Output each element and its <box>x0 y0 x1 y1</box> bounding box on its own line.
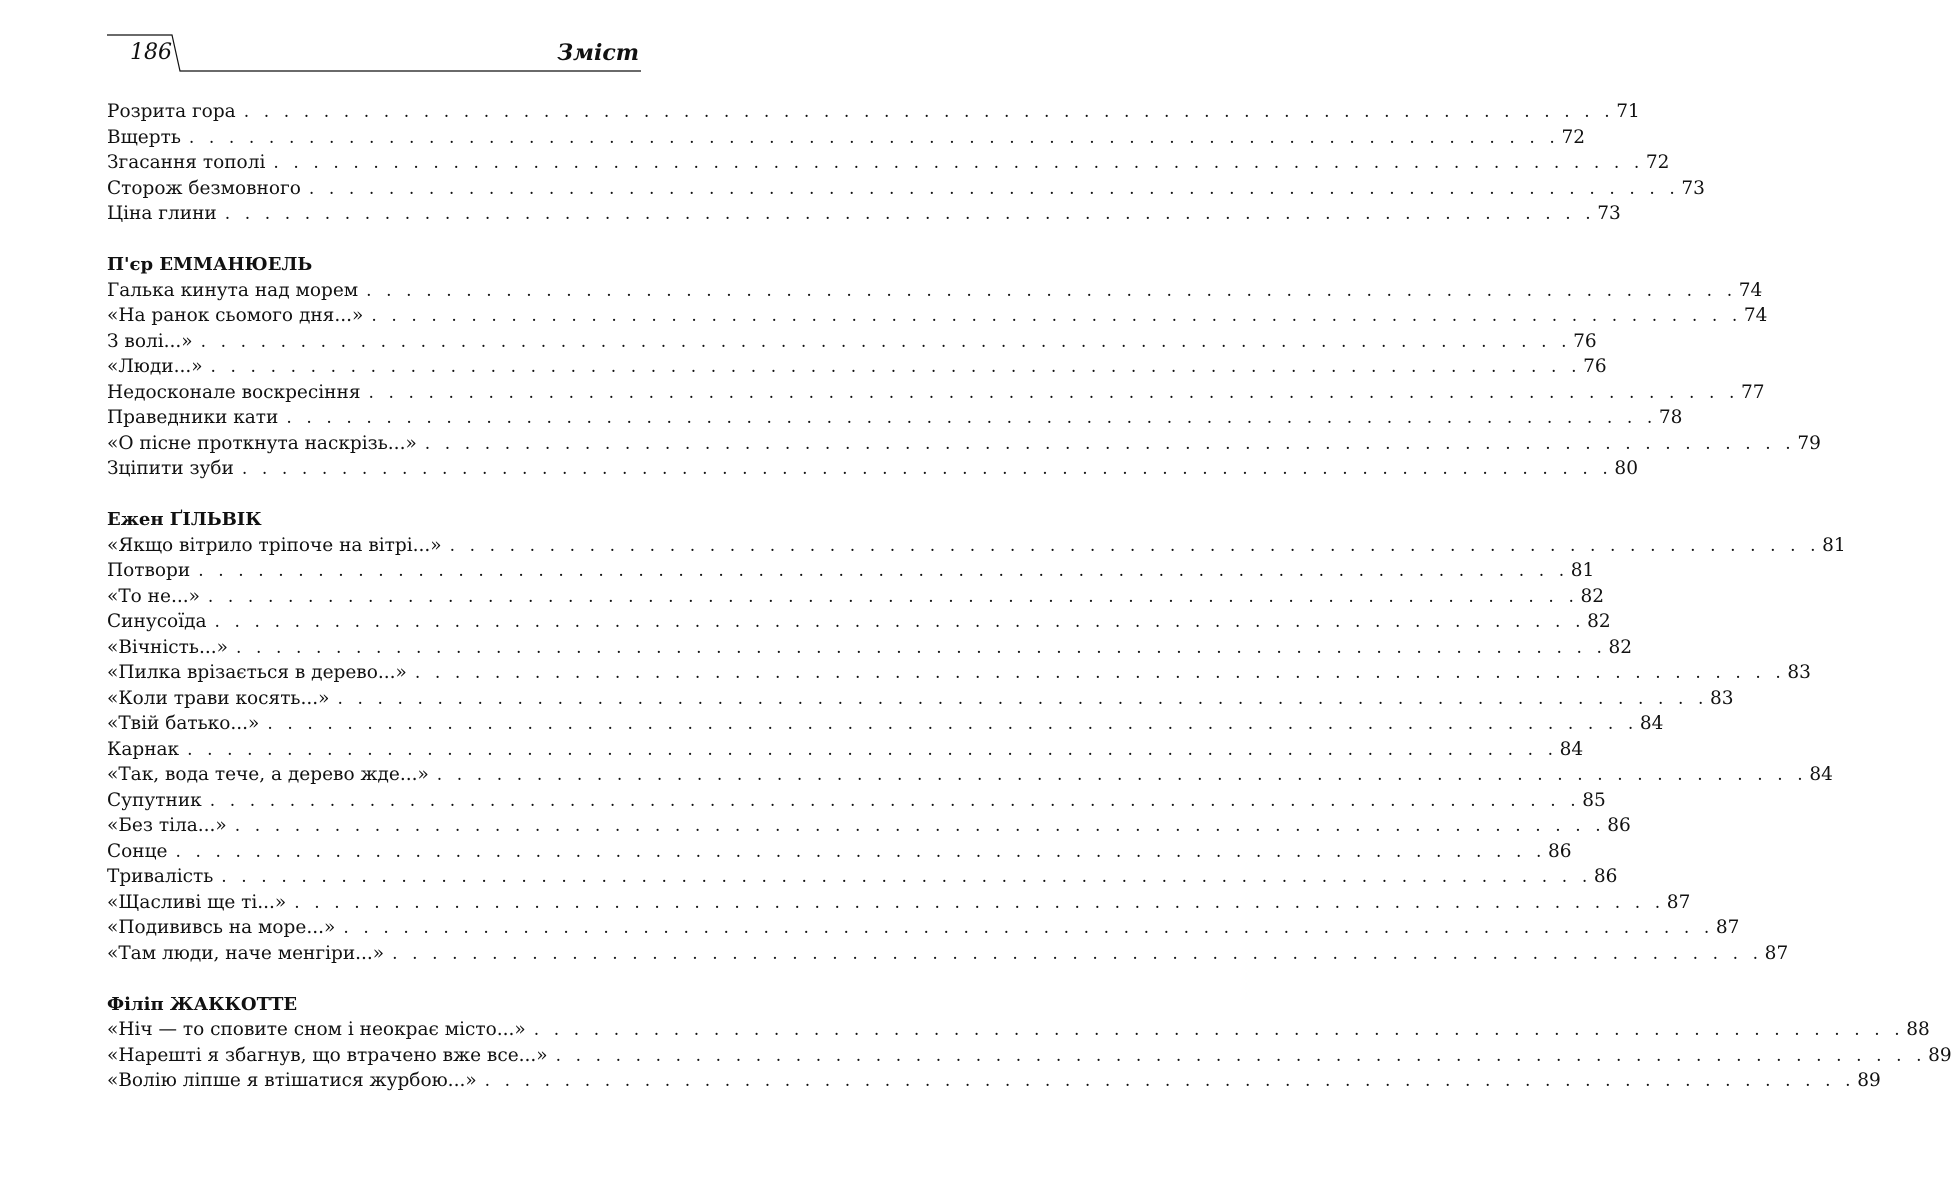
dot-leader: . . . . . . . . . . . . . . . . . . . . . . . . . . . . . . . . . . . . . . . . . . . . . . . . . . . . . . . . . . . . . . . . . . . . . <box>210 357 1582 377</box>
toc-entry-page: 74 <box>1743 305 1768 326</box>
dot-leader: . . . . . . . . . . . . . . . . . . . . . . . . . . . . . . . . . . . . . . . . . . . . . . . . . . . . . . . . . . . . . . . . . . . . . <box>214 612 1586 632</box>
toc-entry-page: 82 <box>1587 611 1611 632</box>
toc-entry-title: Сонце <box>107 840 168 862</box>
toc-entry-page: 83 <box>1710 687 1734 709</box>
dot-leader: . . . . . . . . . . . . . . . . . . . . . . . . . . . . . . . . . . . . . . . . . . . . . . . . . . . . . . . . . . . . . . . . . . . . . <box>424 433 1796 454</box>
toc-entry-title: Тривалість <box>107 866 214 887</box>
toc-entry-title: Згасання тополі <box>107 152 266 173</box>
toc-entry-title: «Подививсь на море...» <box>107 917 336 938</box>
dot-leader: . . . . . . . . . . . . . . . . . . . . . . . . . . . . . . . . . . . . . . . . . . . . . . . . . . . . . . . . . . . . . . . . . . . . . <box>371 306 1742 326</box>
toc-entry-title: «Коли трави косять...» <box>107 687 330 709</box>
toc-entry <box>107 839 1572 865</box>
toc-entry <box>107 635 1633 661</box>
toc-section <box>107 99 1705 227</box>
toc-entry-page: 86 <box>1548 840 1572 862</box>
toc-entry-page: 84 <box>1559 738 1584 760</box>
dot-leader: . . . . . . . . . . . . . . . . . . . . . . . . . . . . . . . . . . . . . . . . . . . . . . . . . . . . . . . . . . . . . . . . . . . . . <box>243 102 1615 122</box>
toc-entry <box>107 405 1683 431</box>
toc-entry <box>107 354 1607 380</box>
toc-entry-page: 86 <box>1607 815 1631 836</box>
author-heading: Філіп ЖАККОТТЕ <box>107 993 298 1015</box>
toc-entry-title: Праведники кати <box>107 407 279 428</box>
toc-entry-page: 80 <box>1614 458 1638 479</box>
toc-entry-page: 88 <box>1906 1019 1930 1040</box>
dot-leader: . . . . . . . . . . . . . . . . . . . . . . . . . . . . . . . . . . . . . . . . . . . . . . . . . . . . . . . . . . . . . . . . . . . . . <box>484 1071 1856 1091</box>
toc-entry <box>107 584 1604 610</box>
dot-leader: . . . . . . . . . . . . . . . . . . . . . . . . . . . . . . . . . . . . . . . . . . . . . . . . . . . . . . . . . . . . . . . . . . . . . <box>267 714 1638 734</box>
dot-leader: . . . . . . . . . . . . . . . . . . . . . . . . . . . . . . . . . . . . . . . . . . . . . . . . . . . . . . . . . . . . . . . . . . . . . <box>337 688 1709 709</box>
toc-entry <box>107 533 1846 559</box>
toc-entry <box>107 176 1705 202</box>
toc-entry <box>107 762 1833 788</box>
toc-entry <box>107 1068 1881 1094</box>
toc-entry-title: Ціна глини <box>107 203 217 224</box>
dot-leader: . . . . . . . . . . . . . . . . . . . . . . . . . . . . . . . . . . . . . . . . . . . . . . . . . . . . . . . . . . . . . . . . . . . . . <box>200 331 1572 352</box>
running-title: Зміст <box>557 40 639 66</box>
toc-entry <box>107 380 1765 406</box>
toc-entry-page: 73 <box>1681 177 1705 199</box>
toc-entry-page: 81 <box>1570 560 1595 581</box>
toc-entry <box>107 558 1595 584</box>
toc-entry <box>107 864 1618 890</box>
toc-entry <box>107 941 1789 967</box>
toc-entry <box>107 915 1740 941</box>
toc-entry-page: 84 <box>1809 764 1833 785</box>
toc-entry-title: «Ніч — то сповите сном і неокрає місто...» <box>107 1019 526 1040</box>
toc-entry <box>107 660 1811 686</box>
toc-entry-page: 77 <box>1741 381 1765 403</box>
toc-entry <box>107 813 1631 839</box>
toc-section <box>107 252 1821 482</box>
running-header <box>0 0 769 80</box>
toc-entry-page: 72 <box>1645 152 1670 173</box>
toc-entry <box>107 99 1640 125</box>
dot-leader: . . . . . . . . . . . . . . . . . . . . . . . . . . . . . . . . . . . . . . . . . . . . . . . . . . . . . . . . . . . . . . . . . . . . . <box>207 586 1579 607</box>
toc-entry-page: 72 <box>1561 126 1585 148</box>
toc-entry <box>107 788 1606 814</box>
toc-entry-title: «То не...» <box>107 585 200 607</box>
toc-entry-title: «Волію ліпше я втішатися журбою...» <box>107 1070 477 1091</box>
toc-entry-title: Супутник <box>107 789 202 811</box>
toc-entry <box>107 456 1638 482</box>
toc-entry <box>107 329 1597 355</box>
toc-entry-page: 87 <box>1666 891 1691 913</box>
toc-entry-title: «Пилка врізається в дерево...» <box>107 662 407 683</box>
toc-entry-page: 76 <box>1573 330 1597 352</box>
toc-entry <box>107 201 1621 227</box>
toc-entry-page: 84 <box>1639 713 1664 734</box>
dot-leader: . . . . . . . . . . . . . . . . . . . . . . . . . . . . . . . . . . . . . . . . . . . . . . . . . . . . . . . . . . . . . . . . . . . . . <box>235 637 1607 658</box>
toc-entry-page: 71 <box>1616 101 1640 122</box>
dot-leader: . . . . . . . . . . . . . . . . . . . . . . . . . . . . . . . . . . . . . . . . . . . . . . . . . . . . . . . . . . . . . . . . . . . . . <box>198 561 1569 581</box>
dot-leader: . . . . . . . . . . . . . . . . . . . . . . . . . . . . . . . . . . . . . . . . . . . . . . . . . . . . . . . . . . . . . . . . . . . . . <box>555 1045 1927 1066</box>
toc-entry <box>107 609 1611 635</box>
toc-entry-title: «Нарешті я збагнув, що втрачено вже все...» <box>107 1044 548 1066</box>
toc-entry-title: «Без тіла...» <box>107 815 227 836</box>
toc-entry-title: Потвори <box>107 560 191 581</box>
dot-leader: . . . . . . . . . . . . . . . . . . . . . . . . . . . . . . . . . . . . . . . . . . . . . . . . . . . . . . . . . . . . . . . . . . . . . <box>533 1020 1905 1040</box>
toc-entry-title: «Твій батько...» <box>107 713 260 734</box>
toc-entry-title: «Якщо вітрило тріпоче на вітрі...» <box>107 534 442 556</box>
toc-entry-page: 85 <box>1582 789 1606 811</box>
toc-entry <box>107 431 1821 457</box>
toc-entry-page: 87 <box>1764 942 1789 964</box>
author-heading: Ежен ҐІЛЬВІК <box>107 509 262 530</box>
toc-entry-title: «О пісне проткнута наскрізь...» <box>107 432 417 454</box>
toc-entry-title: Недосконале воскресіння <box>107 381 361 403</box>
dot-leader: . . . . . . . . . . . . . . . . . . . . . . . . . . . . . . . . . . . . . . . . . . . . . . . . . . . . . . . . . . . . . . . . . . . . . <box>366 280 1737 301</box>
dot-leader: . . . . . . . . . . . . . . . . . . . . . . . . . . . . . . . . . . . . . . . . . . . . . . . . . . . . . . . . . . . . . . . . . . . . . <box>368 382 1740 403</box>
toc-entry-page: 79 <box>1797 432 1821 454</box>
toc-entry <box>107 125 1585 151</box>
toc-entry <box>107 278 1763 304</box>
toc-entry-page: 86 <box>1593 866 1618 887</box>
dot-leader: . . . . . . . . . . . . . . . . . . . . . . . . . . . . . . . . . . . . . . . . . . . . . . . . . . . . . . . . . . . . . . . . . . . . . <box>241 459 1613 479</box>
dot-leader: . . . . . . . . . . . . . . . . . . . . . . . . . . . . . . . . . . . . . . . . . . . . . . . . . . . . . . . . . . . . . . . . . . . . . <box>308 178 1680 199</box>
toc-entry-page: 89 <box>1857 1070 1881 1091</box>
toc-entry <box>107 303 1768 329</box>
toc-entry-page: 74 <box>1738 279 1763 301</box>
toc-entry-title: Карнак <box>107 738 180 760</box>
toc-entry-title: Синусоїда <box>107 611 207 632</box>
toc-entry-title: Розрита гора <box>107 101 236 122</box>
dot-leader: . . . . . . . . . . . . . . . . . . . . . . . . . . . . . . . . . . . . . . . . . . . . . . . . . . . . . . . . . . . . . . . . . . . . . <box>392 943 1763 964</box>
dot-leader: . . . . . . . . . . . . . . . . . . . . . . . . . . . . . . . . . . . . . . . . . . . . . . . . . . . . . . . . . . . . . . . . . . . . . <box>436 765 1808 785</box>
dot-leader: . . . . . . . . . . . . . . . . . . . . . . . . . . . . . . . . . . . . . . . . . . . . . . . . . . . . . . . . . . . . . . . . . . . . . <box>209 790 1581 811</box>
toc-entry-title: З волі...» <box>107 330 193 352</box>
dot-leader: . . . . . . . . . . . . . . . . . . . . . . . . . . . . . . . . . . . . . . . . . . . . . . . . . . . . . . . . . . . . . . . . . . . . . <box>175 841 1546 862</box>
toc-entry-title: Сторож безмовного <box>107 177 301 199</box>
toc-entry-page: 82 <box>1608 636 1633 658</box>
dot-leader: . . . . . . . . . . . . . . . . . . . . . . . . . . . . . . . . . . . . . . . . . . . . . . . . . . . . . . . . . . . . . . . . . . . . . <box>234 816 1606 836</box>
toc-entry <box>107 737 1584 763</box>
toc-entry <box>107 686 1734 712</box>
toc-entry-page: 89 <box>1928 1044 1952 1066</box>
dot-leader: . . . . . . . . . . . . . . . . . . . . . . . . . . . . . . . . . . . . . . . . . . . . . . . . . . . . . . . . . . . . . . . . . . . . . <box>449 535 1821 556</box>
dot-leader: . . . . . . . . . . . . . . . . . . . . . . . . . . . . . . . . . . . . . . . . . . . . . . . . . . . . . . . . . . . . . . . . . . . . . <box>294 892 1665 913</box>
toc-entry-title: Вщерть <box>107 126 181 148</box>
toc-entry <box>107 150 1670 176</box>
dot-leader: . . . . . . . . . . . . . . . . . . . . . . . . . . . . . . . . . . . . . . . . . . . . . . . . . . . . . . . . . . . . . . . . . . . . . <box>343 918 1714 938</box>
toc-entry-page: 73 <box>1597 203 1621 224</box>
toc-section <box>107 992 1952 1094</box>
toc-entry-title: «Там люди, наче менгіри...» <box>107 942 385 964</box>
toc-entry <box>107 890 1691 916</box>
toc-entry <box>107 711 1664 737</box>
toc-entry-page: 81 <box>1822 534 1846 556</box>
dot-leader: . . . . . . . . . . . . . . . . . . . . . . . . . . . . . . . . . . . . . . . . . . . . . . . . . . . . . . . . . . . . . . . . . . . . . <box>221 867 1592 887</box>
dot-leader: . . . . . . . . . . . . . . . . . . . . . . . . . . . . . . . . . . . . . . . . . . . . . . . . . . . . . . . . . . . . . . . . . . . . . <box>414 663 1786 683</box>
author-heading: П'єр ЕММАНЮЕЛЬ <box>107 254 313 275</box>
toc-entry-title: «Люди...» <box>107 356 203 377</box>
toc-entry-page: 78 <box>1658 407 1683 428</box>
toc-entry <box>107 1017 1930 1043</box>
header-rule <box>0 0 769 80</box>
toc-section <box>107 507 1846 966</box>
dot-leader: . . . . . . . . . . . . . . . . . . . . . . . . . . . . . . . . . . . . . . . . . . . . . . . . . . . . . . . . . . . . . . . . . . . . . <box>188 127 1560 148</box>
toc-entry-title: Галька кинута над морем <box>107 279 359 301</box>
dot-leader: . . . . . . . . . . . . . . . . . . . . . . . . . . . . . . . . . . . . . . . . . . . . . . . . . . . . . . . . . . . . . . . . . . . . . <box>286 408 1657 428</box>
dot-leader: . . . . . . . . . . . . . . . . . . . . . . . . . . . . . . . . . . . . . . . . . . . . . . . . . . . . . . . . . . . . . . . . . . . . . <box>273 153 1644 173</box>
toc-entry-page: 82 <box>1580 585 1604 607</box>
toc-entry-title: «Вічність...» <box>107 636 228 658</box>
toc-entry-title: «На ранок сьомого дня...» <box>107 305 364 326</box>
toc-entry <box>107 1043 1952 1069</box>
toc-entry-page: 83 <box>1787 662 1811 683</box>
toc-entry-title: «Так, вода тече, а дерево жде...» <box>107 764 429 785</box>
dot-leader: . . . . . . . . . . . . . . . . . . . . . . . . . . . . . . . . . . . . . . . . . . . . . . . . . . . . . . . . . . . . . . . . . . . . . <box>187 739 1558 760</box>
dot-leader: . . . . . . . . . . . . . . . . . . . . . . . . . . . . . . . . . . . . . . . . . . . . . . . . . . . . . . . . . . . . . . . . . . . . . <box>224 204 1596 224</box>
page-number: 186 <box>130 40 172 65</box>
toc-entry-page: 87 <box>1715 917 1740 938</box>
toc-entry-title: Зціпити зуби <box>107 458 234 479</box>
table-of-contents <box>107 99 1952 1094</box>
toc-entry-page: 76 <box>1583 356 1607 377</box>
toc-entry-title: «Щасливі ще ті...» <box>107 891 287 913</box>
